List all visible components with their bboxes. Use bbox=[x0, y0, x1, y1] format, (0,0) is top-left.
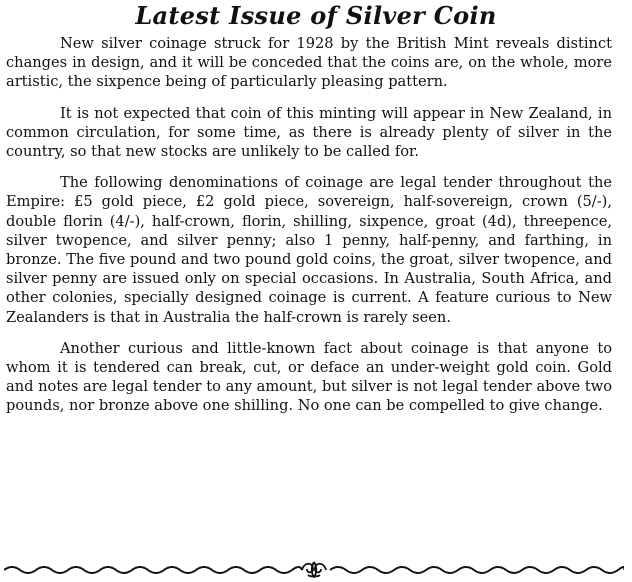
article-title: Latest Issue of Silver Coin bbox=[135, 1, 497, 30]
paragraph-4: Another curious and little-known fact about coinage is that anyone to whom it is tendered can break, cut, or deface an under-weight gold coin. Gold and notes are legal tender to any amount, but silver is not legal tender above two pounds, nor bronze above one shilling. No one can be compelled to give change. bbox=[6, 339, 612, 415]
wavy-line-ornament-icon bbox=[4, 558, 624, 578]
paragraph-3: The following denominations of coinage are legal tender throughout the Empire: £5 gold piece, £2 gold piece, sovereign, half-sovereign, crown (5/-), double florin (4/-), half-crown, florin, shilling, sixpence, groat (4d), threepence, silver twopence, and silver penny; also 1 penny, half-penny, and farthing, in bronze. The five pound and two pound gold coins, the groat, silver twopence, and silver penny are issued only on special occasions. In Australia, South Africa, and other colonies, specially designed coinage is current. A feature curious to New Zealanders is that in Australia the half-crown is rarely seen. bbox=[6, 174, 612, 326]
paragraph-1: New silver coinage struck for 1928 by the British Mint reveals distinct changes in design, and it will be conceded that the coins are, on the whole, more artistic, the sixpence being of particularly pleasing pattern. bbox=[6, 35, 612, 91]
paragraph-2: It is not expected that coin of this minting will appear in New Zealand, in common circulation, for some time, as there is already plenty of silver in the country, so that new stocks are unlikely to be called for. bbox=[6, 104, 612, 161]
article-body bbox=[6, 34, 612, 428]
